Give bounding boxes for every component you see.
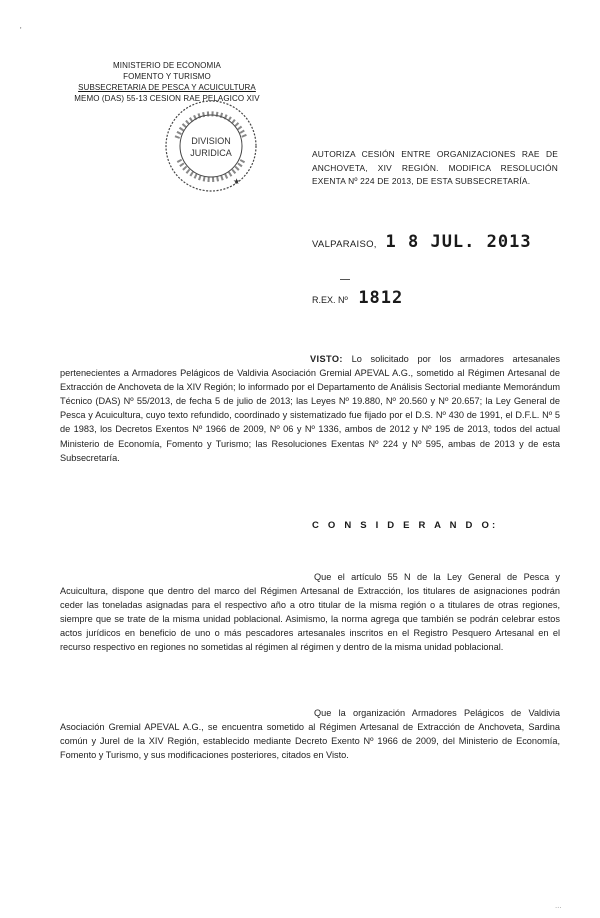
seal-text-division: DIVISION <box>191 136 231 146</box>
visto-paragraph <box>60 352 560 465</box>
ministry-line-2: FOMENTO Y TURISMO <box>123 72 211 81</box>
considerando-heading: C O N S I D E R A N D O: <box>312 520 499 531</box>
considerando-paragraph-2 <box>60 706 560 762</box>
resolution-label: R.EX. Nº <box>312 295 348 305</box>
tick-mark <box>340 279 350 280</box>
date-stamp: 1 8 JUL. 2013 <box>385 232 532 252</box>
visto-text: Lo solicitado por los armadores artesanales pertenecientes a Armadores Pelágicos de Valdivia Asociación Gremial APEVAL A.G., sometido al Régimen Artesanal de Extracción de Anchoveta de la XIV Región; lo informado por el Departamento de Análisis Sectorial mediante Memorándum Técnico (DAS) Nº 55/2013, de fecha 5 de julio de 2013; las Leyes Nº 19.880, Nº 20.560 y Nº 20.657; la Ley General de Pesca y Acuicultura, cuyo texto refundido, coordinado y sistematizado fue fijado por el D.S. Nº 430 de 1991, el D.F.L. Nº 5 de 1983, los Decretos Exentos Nº 1966 de 2009, Nº 06 y Nº 1336, ambos de 2012 y Nº 195 de 2013, todos del actual Ministerio de Economía, Fomento y Turismo; las Resoluciones Exentas Nº 224 y Nº 595, ambas de 2013 y de esta Subsecretaría. <box>60 354 560 463</box>
memo-reference: MEMO (DAS) 55-13 CESION RAE PELAGICO XIV <box>74 94 260 103</box>
svg-text:★: ★ <box>233 177 241 186</box>
resolution-number: 1812 <box>358 288 404 308</box>
visto-lead: VISTO: <box>310 354 343 364</box>
resolution-subject: AUTORIZA CESIÓN ENTRE ORGANIZACIONES RAE DE ANCHOVETA, XIV REGIÓN. MODIFICA RESOLUCIÓN EXENTA Nº 224 DE 2013, DE ESTA SUBSECRETARÍA. <box>312 149 558 186</box>
ministry-line: MINISTERIO DE ECONOMIA <box>113 61 221 70</box>
scan-mark: ' <box>20 26 22 35</box>
considerando-text-1: Que el artículo 55 N de la Ley General de Pesca y Acuicultura, dispone que dentro del marco del Régimen Artesanal de Extracción, los titulares de asignaciones podrán ceder las toneladas asignadas para el respectivo año a otro titular de la misma región o a titulares de otras regiones, siempre que se trate de la misma unidad poblacional. Asimismo, la norma agrega que también se podrán celebrar estos actos jurídicos en beneficio de uno o más pescadores artesanales inscritos en el Registro Pesquero Artesanal en el recurso respectivo en regiones no sometidas al régimen al régimen y dentro de la misma unidad poblacional. <box>60 572 560 653</box>
considerando-text-2: Que la organización Armadores Pelágicos de Valdivia Asociación Gremial APEVAL A.G., se encuentra sometido al Régimen Artesanal de Extracción de Anchoveta, Sardina común y Jurel de la XIV Región, establecido mediante Decreto Exento Nº 1966 de 2009, del Ministerio de Economía, Fomento y Turismo, y sus modificaciones posteriores, citados en Visto. <box>60 708 560 761</box>
seal-text-juridica: JURIDICA <box>190 148 232 158</box>
considerando-paragraph-1 <box>60 570 560 655</box>
division-juridica-seal <box>163 98 259 194</box>
resolution-number-line <box>312 288 403 308</box>
date-line <box>312 232 532 252</box>
subsecretary-line: SUBSECRETARIA DE PESCA Y ACUICULTURA <box>78 83 256 92</box>
page-corner-mark: ··· <box>555 904 562 911</box>
date-place: VALPARAISO, <box>312 239 377 250</box>
